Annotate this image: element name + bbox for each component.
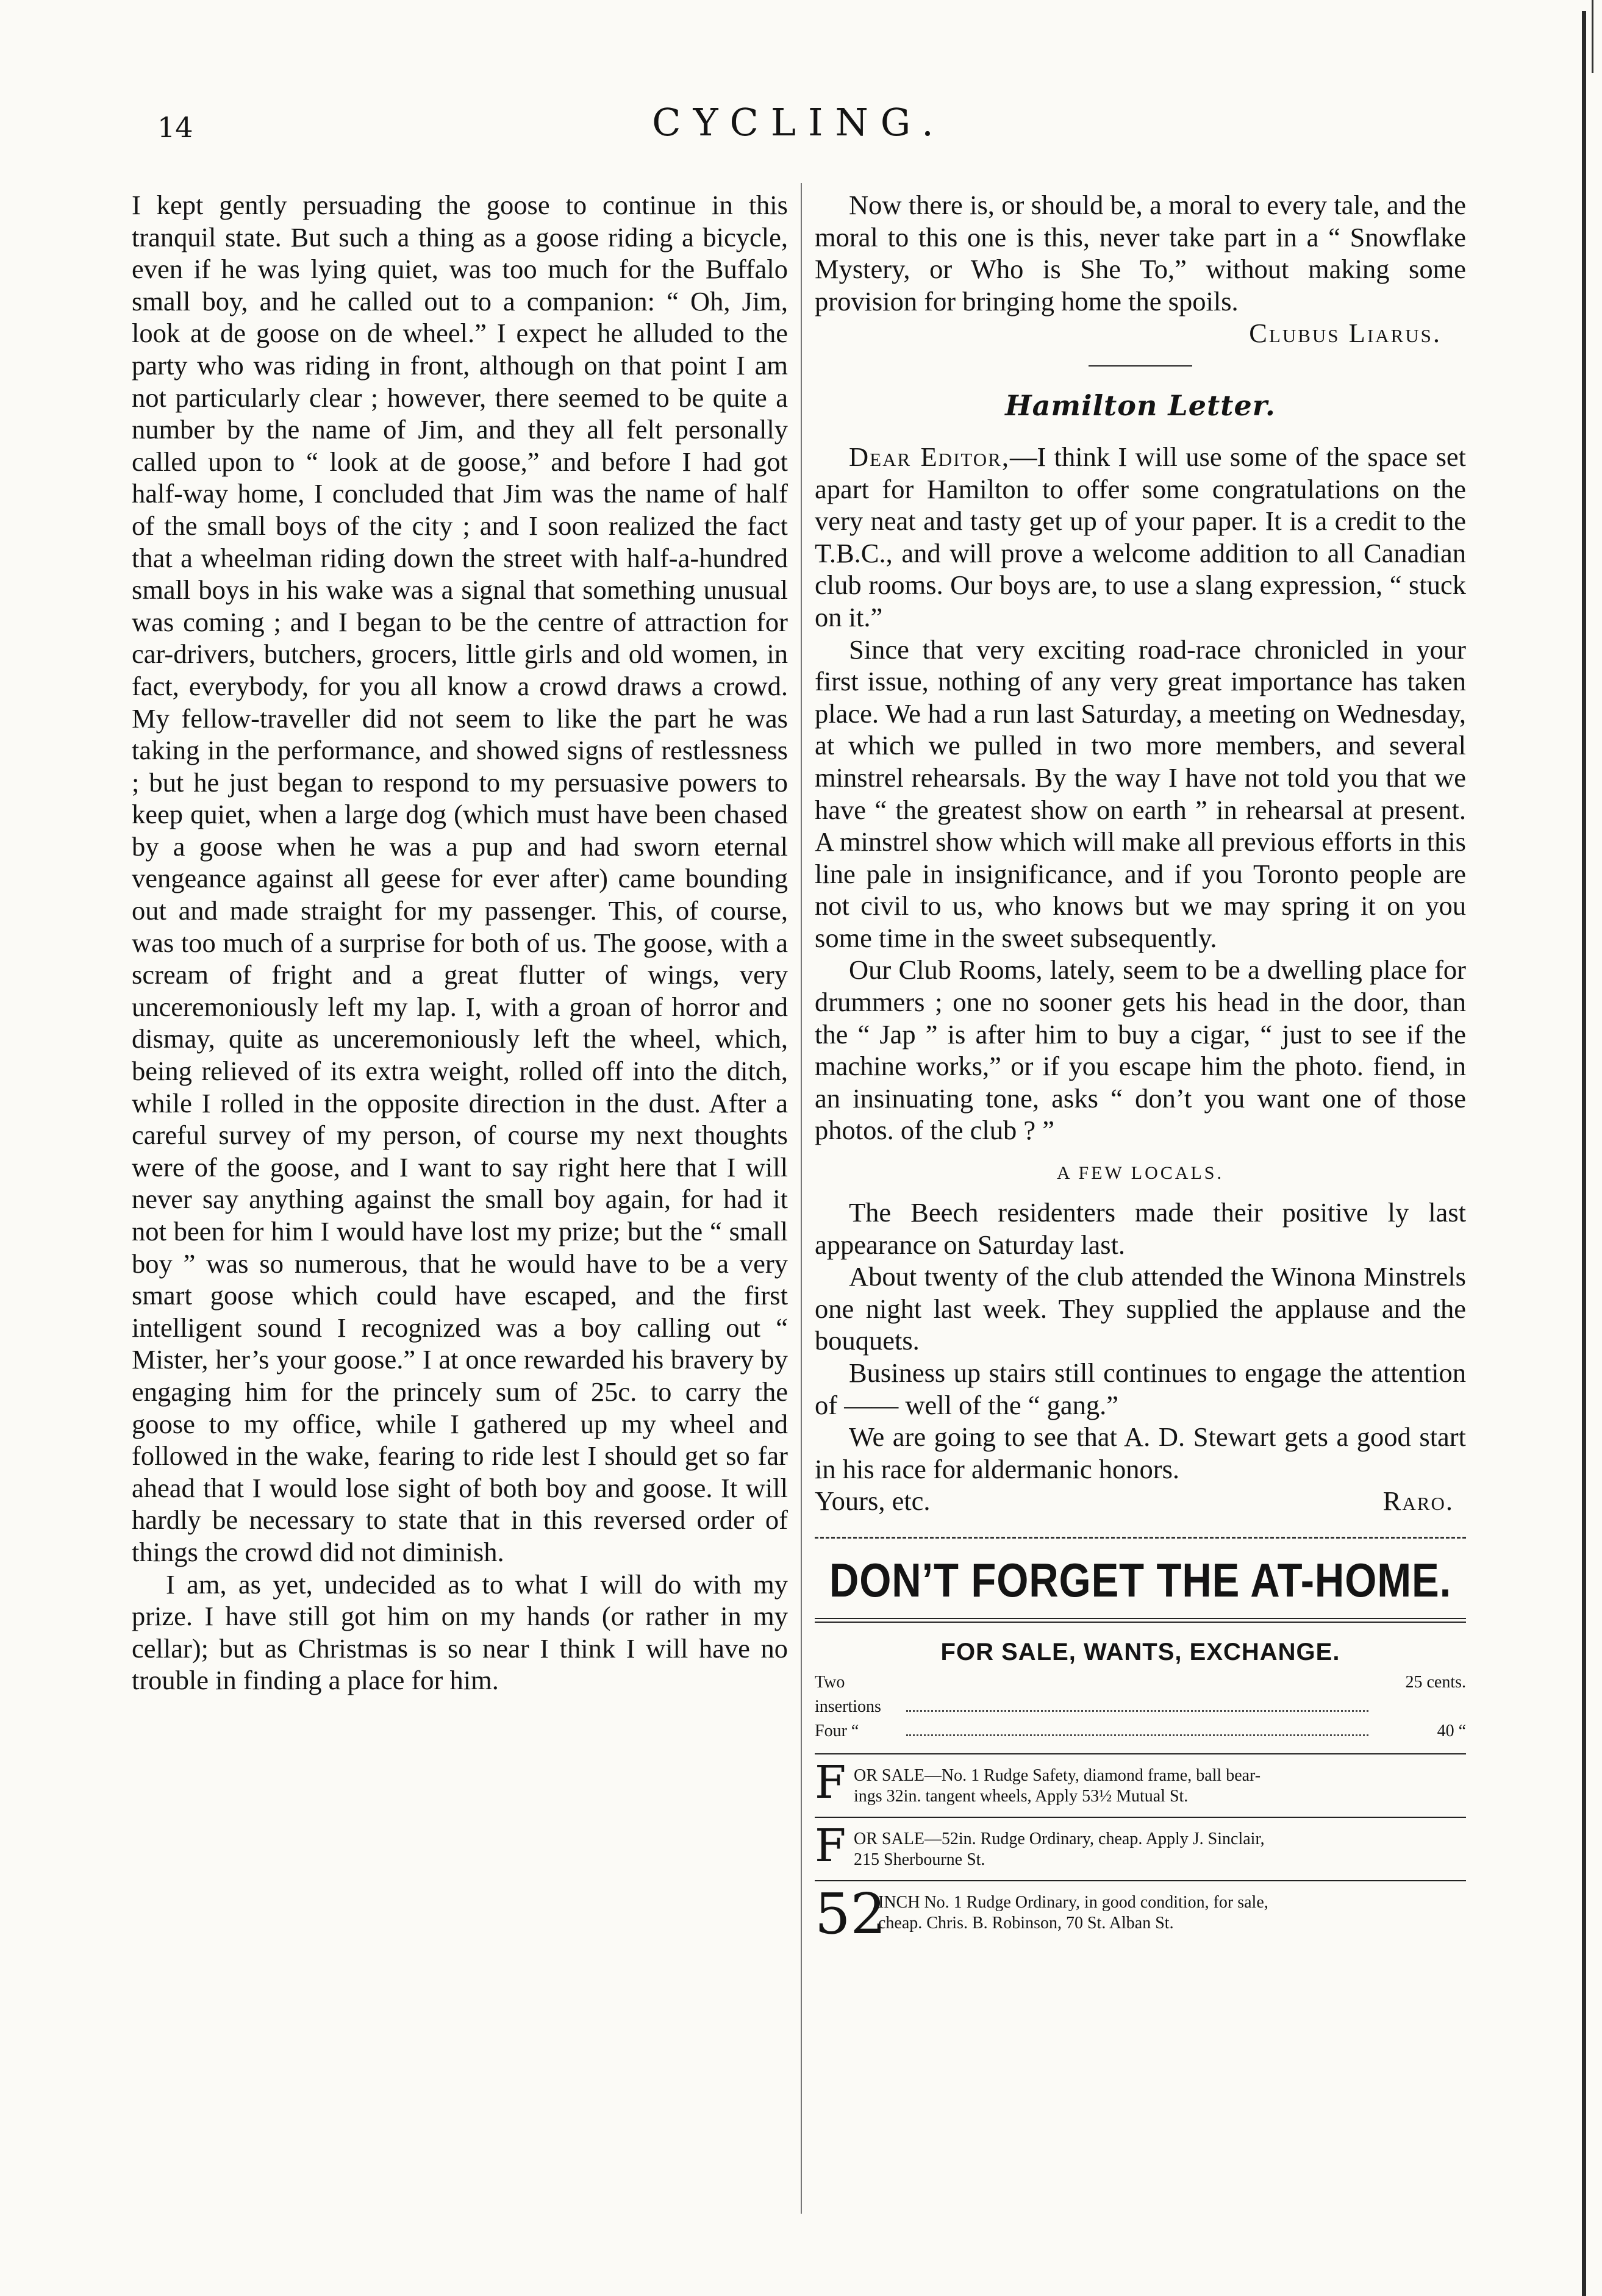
rate-price: 40 “ bbox=[1437, 1721, 1466, 1740]
letter-salutation: Dear Editor, bbox=[849, 441, 1010, 472]
classified-listing bbox=[815, 1819, 1466, 1872]
listing-text bbox=[854, 1763, 1466, 1807]
closing-paragraph bbox=[815, 1421, 1466, 1485]
at-home-advert: DON’T FORGET THE AT-HOME. bbox=[829, 1553, 1452, 1607]
listing-rule bbox=[815, 1817, 1466, 1818]
classified-heading: FOR SALE, WANTS, EXCHANGE. bbox=[940, 1638, 1340, 1665]
local-item: About twenty of the club attended the Winona Minstrels one night last week. They supplied the applause and the bouquets. bbox=[815, 1261, 1466, 1356]
moral-paragraph: Now there is, or should be, a moral to every tale, and the moral to this one is this, never take part in a “ Snowflake Mystery, or Who is She To,” without making some provision for bringing home the spoils. bbox=[815, 190, 1466, 317]
local-item: Business up stairs still continues to engage the attention of —— well of the “ gang.” bbox=[815, 1357, 1466, 1420]
listing-line: OR SALE—No. 1 Rudge Safety, diamond frame, ball bear- bbox=[854, 1765, 1261, 1785]
rate-label: Two insertions bbox=[815, 1672, 881, 1716]
closing-text: We are going to see that A. D. Stewart gets a good start in his race for aldermanic honors. bbox=[815, 1422, 1466, 1484]
listing-text bbox=[878, 1890, 1466, 1934]
local-item: The Beech residenters made their positive ly last appearance on Saturday last. bbox=[815, 1197, 1466, 1260]
left-column bbox=[132, 189, 788, 1697]
listing-rule bbox=[815, 1880, 1466, 1881]
drop-cap: F bbox=[815, 1819, 846, 1872]
page-edge-mark bbox=[1592, 0, 1593, 73]
advert-double-rule bbox=[815, 1618, 1466, 1623]
rate-price: 25 cents. bbox=[1405, 1672, 1466, 1692]
letter-paragraph: Since that very exciting road-race chronicled in your first issue, nothing of any very great importance has taken place. We had a run last Saturday, a meeting on Wednesday, at which we pulled in two more members, and several minstrel rehearsals. By the way I have not told you that we have “ the greatest show on earth ” in rehearsal at present. A minstrel show which will make all previous efforts in this line pale in insignificance, and if you Toronto people are not civil to us, who knows but we may spring it on you some time in the sweet subsequently. bbox=[815, 634, 1466, 953]
story-paragraph: I am, as yet, undecided as to what I will do with my prize. I have still got him on my hands (or rather in my cellar); but as Christmas is so near I think I will have no trouble in finding a place for him. bbox=[132, 1568, 788, 1696]
closing-signoff: Yours, etc. bbox=[815, 1486, 931, 1517]
listing-text bbox=[854, 1826, 1466, 1870]
page-edge-line bbox=[1582, 11, 1586, 2296]
listing-line: INCH No. 1 Rudge Ordinary, in good condition, for sale, bbox=[878, 1892, 1268, 1912]
rate-row bbox=[815, 1670, 1466, 1719]
right-column bbox=[815, 189, 1466, 1947]
listing-line: ings 32in. tangent wheels, Apply 53½ Mutual St. bbox=[854, 1786, 1189, 1806]
rate-leader bbox=[906, 1670, 1368, 1712]
running-head: CYCLING. bbox=[652, 100, 946, 145]
closing-sign-line bbox=[815, 1485, 1466, 1517]
classified-listing bbox=[815, 1881, 1466, 1947]
rate-row bbox=[815, 1719, 1466, 1743]
drop-cap: F bbox=[815, 1756, 846, 1809]
rate-leader bbox=[906, 1719, 1368, 1736]
locals-heading: A FEW LOCALS. bbox=[1057, 1163, 1224, 1184]
rate-label: Four “ bbox=[815, 1721, 859, 1740]
listing-line: OR SALE—52in. Rudge Ordinary, cheap. Apply J. Sinclair, bbox=[854, 1829, 1265, 1848]
column-rule bbox=[801, 183, 802, 2214]
page-header bbox=[0, 98, 1602, 152]
letter-paragraph bbox=[815, 441, 1466, 634]
section-title: Hamilton Letter. bbox=[1005, 388, 1276, 422]
closing-signature: Raro. bbox=[1382, 1486, 1454, 1517]
advert-top-rule bbox=[815, 1537, 1466, 1539]
page-number: 14 bbox=[157, 111, 193, 144]
letter-text: —I think I will use some of the space set apart for Hamilton to offer some congratulations on the very neat and tasty get up of your paper. It is a credit to the T.B.C., and will prove a welcome addition to all Canadian club rooms. Our boys are, to use a slang expression, “ stuck on it.” bbox=[815, 441, 1466, 632]
listing-rule bbox=[815, 1753, 1466, 1754]
section-divider bbox=[1089, 365, 1192, 367]
classified-listing bbox=[815, 1756, 1466, 1809]
listing-line: 215 Sherbourne St. bbox=[854, 1850, 985, 1869]
drop-cap: 52 bbox=[815, 1881, 887, 1947]
listing-line: cheap. Chris. B. Robinson, 70 St. Alban St. bbox=[878, 1913, 1174, 1933]
moral-signature: Clubus Liarus. bbox=[1249, 318, 1442, 349]
letter-paragraph: Our Club Rooms, lately, seem to be a dwelling place for drummers ; one no sooner gets his head in the door, than the “ Jap ” is after him to buy a cigar, “ just to see if the machine works,” or if you escape him the photo. fiend, in an insinuating tone, asks “ don’t you want one of those photos. of the club ? ” bbox=[815, 954, 1466, 1146]
story-paragraph: I kept gently persuading the goose to continue in this tranquil state. But such a thing as a goose riding a bicycle, even if he was lying quiet, was too much for the Buffalo small boy, and he called out to a companion: “ Oh, Jim, look at de goose on de wheel.” I expect he alluded to the party who was riding in front, although on that point I am not particularly clear ; however, there seemed to be quite a number by the name of Jim, and they all felt personally called upon to “ look at de goose,” and before I had got half-way home, I concluded that Jim was the name of half of the small boys of the city ; and I soon realized the fact that a wheelman riding down the street with half-a-hundred small boys in his wake was a signal that something unusual was coming ; and I began to be the centre of attraction for car-drivers, butchers, grocers, little girls and old women, in fact, everybody, for you all know a crowd draws a crowd. My fellow-traveller did not seem to like the part he was taking in the performance, and showed signs of restlessness ; but he just began to respond to my persuasive powers to keep quiet, when a large dog (which must have been chased by a goose when he was a pup and had sworn eternal vengeance against all geese for ever after) came bounding out and made straight for my passenger. This, of course, was too much of a surprise for both of us. The goose, with a scream of fright and a great flutter of wings, very unceremoniously left my lap. I, with a groan of horror and dismay, quite as unceremoniously left the wheel, which, being relieved of its extra weight, rolled off into the ditch, while I rolled in the opposite direction in the dust. After a careful survey of my person, of course my next thoughts were of the goose, and I want to say right here that I will never say anything against the small boy again, for had it not been for him I would have lost my prize; but the “ small boy ” was so numerous, that he would have to be a very smart goose which could have escaped, and the first intelligent sound I recognized was a boy calling out “ Mister, her’s your goose.” I at once rewarded his bravery by engaging him for the princely sum of 25c. to carry the goose to my office, while I gathered up my wheel and followed in the wake, fearing to ride lest I should get so far ahead that I would lose sight of both boy and goose. It will hardly be necessary to state that in this reversed order of things the crowd did not diminish. bbox=[132, 190, 788, 1567]
rates-table bbox=[815, 1670, 1466, 1743]
